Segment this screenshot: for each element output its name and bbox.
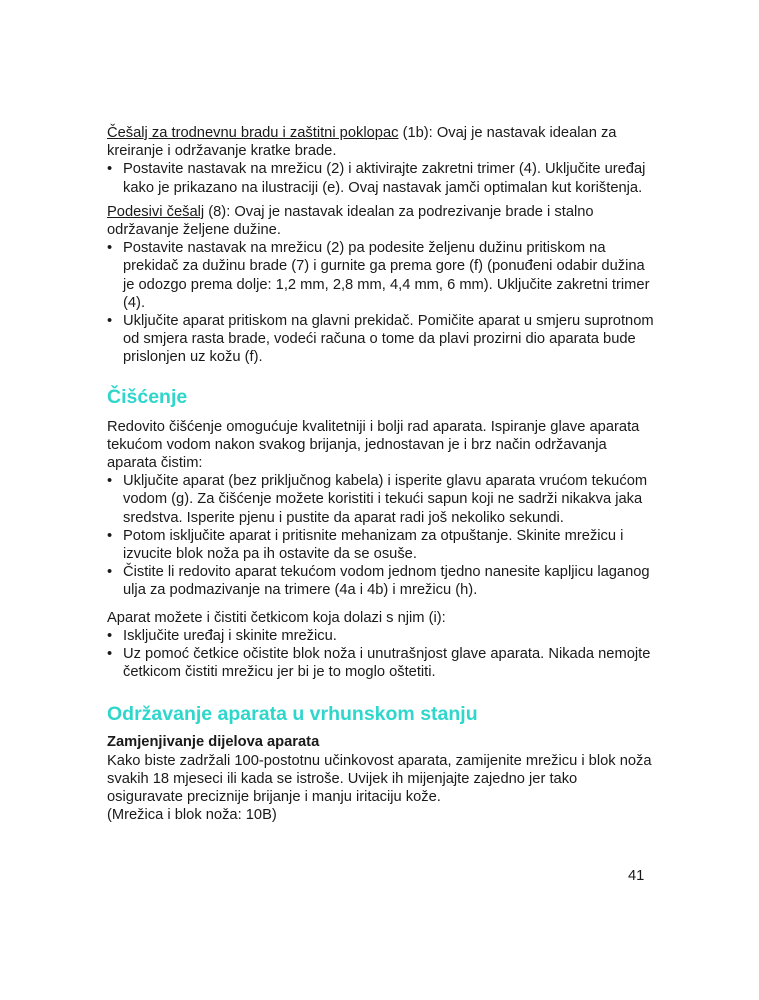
bullet-item: • Potom isključite aparat i pritisnite mehanizam za otpuštanje. Skinite mrežicu i izvucite blok noža pa ih ostavite da se osuše. (107, 527, 655, 563)
bullet-item: • Postavite nastavak na mrežicu (2) pa podesite željenu dužinu pritiskom na prekidač za dužinu brade (7) i gurnite ga prema gore (f) (ponuđeni odabir dužina je odozgo prema dolje: 1,2 mm, 2,8 mm, 4,4 mm, 6 mm). Uključite zakretni trimer (4). (107, 239, 655, 312)
replacing-parts-note: (Mrežica i blok noža: 10B) (107, 807, 277, 824)
beard-comb-bullets (107, 160, 655, 196)
bullet-item: • Isključite uređaj i skinite mrežicu. (107, 627, 655, 645)
bullet-item: • Čistite li redovito aparat tekućom vodom jednom tjedno nanesite kapljicu laganog ulja za podmazivanje na trimere (4a i 4b) i mrežicu (h). (107, 563, 655, 599)
beard-comb-term: Češalj za trodnevnu bradu i zaštitni poklopac (107, 125, 399, 141)
beard-comb-paragraph (107, 124, 655, 160)
adjustable-comb-description: (8): Ovaj je nastavak idealan za podrezivanje brade i stalno održavanje željene dužine. (107, 203, 594, 239)
replacing-parts-subheading: Zamjenjivanje dijelova aparata (107, 734, 320, 751)
adjustable-comb-bullets (107, 239, 655, 366)
cleaning-bullets (107, 472, 655, 599)
maintenance-heading: Održavanje aparata u vrhunskom stanju (107, 703, 478, 726)
adjustable-comb-term: Podesivi češalj (107, 203, 205, 220)
bullet-item: • Uključite aparat (bez priključnog kabela) i isperite glavu aparata vrućom tekućom vodom (g). Za čišćenje možete koristiti i tekući sapun koji ne sadrži nikakva jaka sredstva. Isperite pjenu i pustite da aparat radi još nekoliko sekundi. (107, 472, 655, 527)
bullet-item: • Uključite aparat pritiskom na glavni prekidač. Pomičite aparat u smjeru suprotnom od smjera rasta brade, vodeći računa o tome da plavi prozirni dio aparata bude prislonjen uz kožu (f). (107, 312, 655, 367)
manual-page-body (107, 124, 655, 825)
cleaning-heading: Čišćenje (107, 385, 188, 408)
brush-intro: Aparat možete i čistiti četkicom koja dolazi s njim (i): (107, 609, 446, 626)
page-number: 41 (628, 868, 645, 884)
replacing-parts-text: Kako biste zadržali 100-postotnu učinkovost aparata, zamijenite mrežicu i blok noža svakih 18 mjeseci ili kada se istroše. Uvijek ih mijenjajte zajedno jer tako osiguravate preciznije brijanje i manju iritaciju kože. (107, 752, 652, 806)
bullet-item: • Uz pomoć četkice očistite blok noža i unutrašnjost glave aparata. Nikada nemojte četkicom čistiti mrežicu jer bi je to moglo oštetiti. (107, 645, 655, 681)
brush-bullets (107, 627, 655, 682)
beard-comb-description: (1b): Ovaj je nastavak idealan za kreiranje i održavanje kratke brade. (107, 125, 617, 160)
bullet-item: • Postavite nastavak na mrežicu (2) i aktivirajte zakretni trimer (4). Uključite uređaj kako je prikazano na ilustraciji (e). Ovaj nastavak jamči optimalan kut korištenja. (107, 160, 655, 196)
cleaning-intro: Redovito čišćenje omogućuje kvalitetniji i bolji rad aparata. Ispiranje glave aparata tekućom vodom nakon svakog brijanja, jednostavan je i brz način održavanja aparata čistim: (107, 418, 640, 472)
adjustable-comb-paragraph (107, 203, 655, 239)
